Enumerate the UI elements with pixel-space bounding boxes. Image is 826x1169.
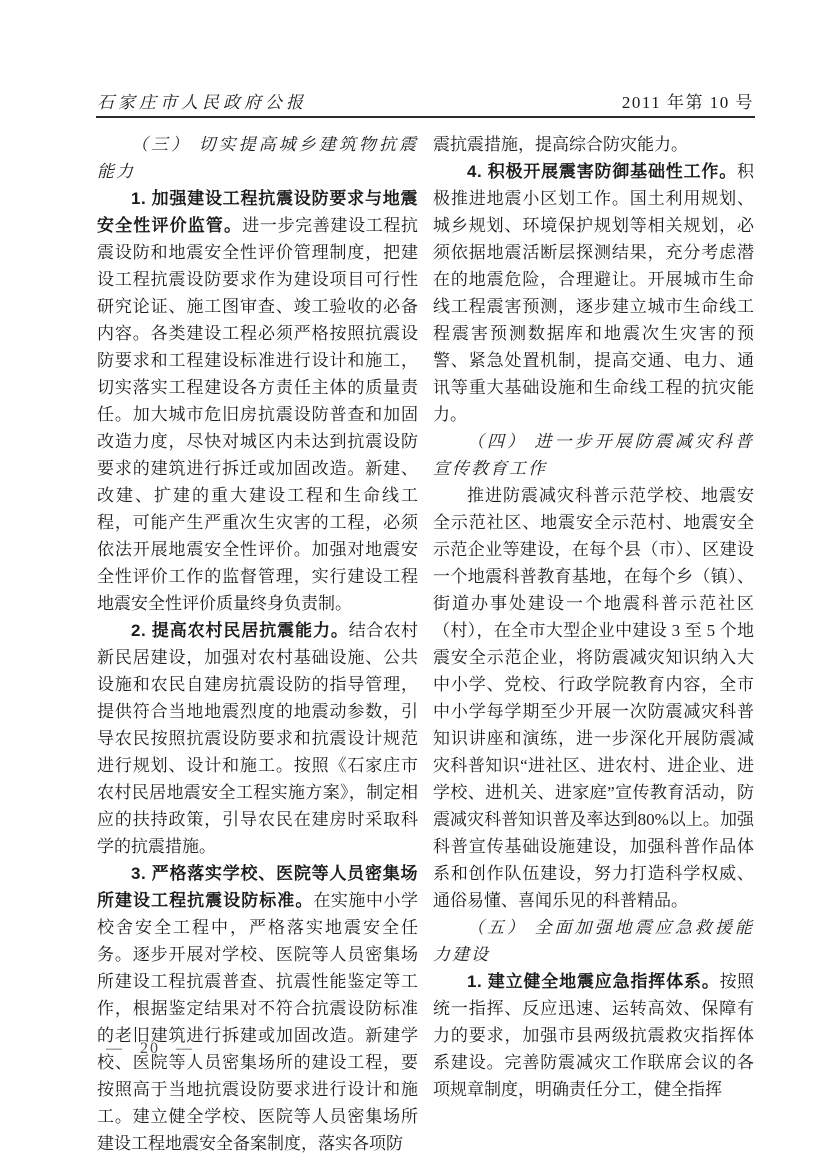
section-heading-3: （三） 切实提高城乡建筑物抗震能力: [97, 135, 418, 181]
paragraph-item-5-text: 按照统一指挥、反应迅速、运转高效、保障有力的要求，加强市县两级抗震救灾指挥体系建设。完善防震减灾工作联席会议的各项规章制度，明确责任分工，健全指挥: [433, 972, 754, 1099]
paragraph-item-5: [433, 968, 754, 1103]
paragraph-item-4-text: 积极推进地震小区划工作。国土利用规划、城乡规划、环境保护规划等相关规划，必须依据地震活断层探测结果，充分考虑潜在的地震危险，合理避让。开展城市生命线工程震害预测，逐步建立城市生命线工程震害预测数据库和地震次生灾害的预警、紧急处置机制，提高交通、电力、通讯等重大基础设施和生命线工程的抗灾能力。: [433, 162, 754, 424]
page-header: [97, 88, 754, 113]
issue-number: 2011 年第 10 号: [621, 93, 754, 112]
paragraph-item-1: [97, 185, 418, 617]
section-heading-5: （五） 全面加强地震应急救援能力建设: [433, 918, 754, 964]
paragraph-science-outreach: 推进防震减灾科普示范学校、地震安全示范社区、地震安全示范村、地震安全示范企业等建设，在每个县（市）、区建设一个地震科普教育基地，在每个乡（镇）、街道办事处建设一个地震科普示范社区（村），在全市大型企业中建设 3 至 5 个地震安全示范企业，将防震减灾知识纳入大中小学、党校、行政学院教育内容，全市中小学每学期至少开展一次防震减灾科普知识讲座和演练，进一步深化开展防震减灾科普知识“进社区、进农村、进企业、进学校、进机关、进家庭”宣传教育活动，防震减灾科普知识普及率达到80%以上。加强科普宣传基础设施建设，加强科普作品体系和创作队伍建设，努力打造科学权威、通俗易懂、喜闻乐见的科普精品。: [433, 486, 754, 910]
paragraph-item-1-lead: 1. 加强建设工程抗震设防要求与地震安全性评价监管。: [97, 189, 418, 235]
paragraph-item-3: [97, 860, 418, 1157]
page-content: [97, 131, 754, 1157]
header-rule: [96, 116, 755, 118]
paragraph-item-2: [97, 617, 418, 860]
paragraph-item-4: [433, 158, 754, 428]
paragraph-item-1-text: 进一步完善建设工程抗震设防和地震安全性评价管理制度，把建设工程抗震设防要求作为建设项目可行性研究论证、施工图审查、竣工验收的必备内容。各类建设工程必须严格按照抗震设防要求和工程建设标准进行设计和施工，切实落实工程建设各方责任主体的质量责任。加大城市危旧房抗震设防普查和加固改造力度，尽快对城区内未达到抗震设防要求的建筑进行拆迁或加固改造。新建、改建、扩建的重大建设工程和生命线工程，可能产生严重次生灾害的工程，必须依法开展地震安全性评价。加强对地震安全性评价工作的监督管理，实行建设工程地震安全性评价质量终身负责制。: [97, 216, 419, 613]
paragraph-item-4-lead: 4. 积极开展震害防御基础性工作。: [467, 162, 737, 181]
paragraph-item-3-lead: 3. 严格落实学校、医院等人员密集场所建设工程抗震设防标准。: [97, 864, 418, 910]
continuation-paragraph: 震抗震措施，提高综合防灾能力。: [433, 135, 688, 154]
paragraph-item-2-text: 结合农村新民居建设，加强对农村基础设施、公共设施和农民自建房抗震设防的指导管理，提供符合当地地震烈度的地震动参数，引导农民按照抗震设防要求和抗震设计规范进行规划、设计和施工。按照《石家庄市农村民居地震安全工程实施方案》，制定相应的扶持政策，引导农民在建房时采取科学的抗震措施。: [97, 621, 418, 856]
right-column: [433, 131, 754, 1157]
paragraph-item-5-lead: 1. 建立健全地震应急指挥体系。: [467, 972, 720, 991]
paragraph-item-3-text: 在实施中小学校舍安全工程中，严格落实地震安全任务。逐步开展对学校、医院等人员密集场所建设工程抗震普查、抗震性能鉴定等工作，根据鉴定结果对不符合抗震设防标准的老旧建筑进行拆建或加固改造。新建学校、医院等人员密集场所的建设工程，要按照高于当地抗震设防要求进行设计和施工。建立健全学校、医院等人员密集场所建设工程地震安全备案制度，落实各项防: [97, 891, 419, 1153]
paragraph-item-2-lead: 2. 提高农村民居抗震能力。: [131, 621, 349, 640]
page-number: — 20 —: [106, 1040, 194, 1057]
left-column: [97, 131, 418, 1157]
section-heading-4: （四） 进一步开展防震减灾科普宣传教育工作: [433, 432, 754, 478]
publication-title: 石家庄市人民政府公报: [97, 93, 307, 112]
